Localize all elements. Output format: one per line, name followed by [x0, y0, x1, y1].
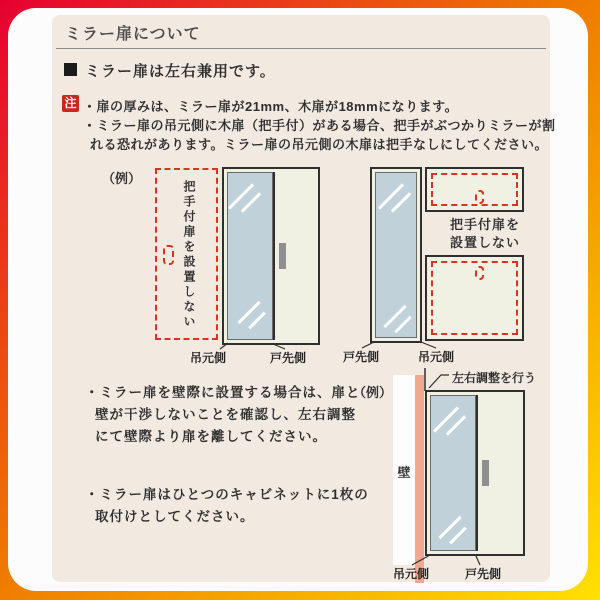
label-edge-side: 戸先側	[343, 350, 380, 364]
ghost-handle-icon	[475, 266, 484, 280]
label-hinge-side: 吊元側	[393, 567, 430, 581]
door-unit-1	[222, 167, 320, 345]
note-text-line: ・ミラー扉の吊元側に木扉（把手付）がある場合、把手がぶつかりミラーが割	[83, 118, 556, 133]
wood-panel	[273, 172, 315, 340]
wood-panel	[476, 395, 520, 551]
door-unit-3	[425, 390, 525, 556]
bullet-text-line: 壁が干渉しないことを確認し、左右調整	[95, 407, 356, 422]
bullet-text-line: ・ミラー扉を壁際に設置する場合は、扉と	[85, 385, 361, 400]
label-edge-side: 戸先側	[465, 567, 502, 581]
cabinet-box-top	[425, 167, 524, 212]
door-handle	[482, 460, 489, 486]
warning-dashed-rect	[431, 261, 518, 335]
bullet-text-line: にて壁際より扉を離してください。	[95, 429, 327, 444]
cabinet-warning-text: 把手付扉を 設置しない	[450, 217, 521, 250]
wall-label: 壁	[397, 465, 411, 480]
title-divider	[56, 48, 546, 49]
door-unit-2	[370, 167, 422, 343]
note-text-line: ・扉の厚みは、ミラー扉が21mm、木扉が18mmになります。	[83, 99, 459, 114]
door-handle	[279, 243, 286, 269]
label-hinge-side: 吊元側	[190, 351, 227, 365]
ghost-handle-icon	[163, 245, 174, 265]
label-hinge-side: 吊元側	[418, 350, 455, 364]
cabinet-box-bottom	[425, 255, 524, 341]
wall-accent-strip	[415, 375, 424, 583]
document-page	[8, 8, 588, 591]
content-area	[52, 15, 556, 582]
note-badge: 注	[62, 95, 79, 112]
warning-dashed-rect	[431, 173, 518, 206]
section-heading: ミラー扉は左右兼用です。	[85, 63, 276, 80]
example1-label: （例）	[102, 171, 142, 186]
mirror-panel	[227, 172, 273, 340]
example2-label: （例）	[353, 385, 393, 400]
page-title: ミラー扉について	[65, 26, 201, 43]
mirror-panel	[430, 395, 476, 551]
label-edge-side: 戸先側	[270, 351, 307, 365]
vertical-warning-text: 把手付扉を設置しない	[181, 180, 196, 330]
note-text-line: れる恐れがあります。ミラー扉の吊元側の木扉は把手なしにしてください。	[90, 137, 548, 152]
heading-bullet-square	[64, 63, 77, 76]
warning-dashed-box	[155, 168, 218, 340]
mirror-panel	[375, 172, 417, 338]
adjust-note-text: 左右調整を行う	[452, 371, 537, 385]
bullet-text-line: ・ミラー扉はひとつのキャビネットに1枚の	[85, 487, 369, 502]
bullet-text-line: 取付けとしてください。	[95, 509, 255, 524]
ghost-handle-icon	[475, 190, 484, 204]
